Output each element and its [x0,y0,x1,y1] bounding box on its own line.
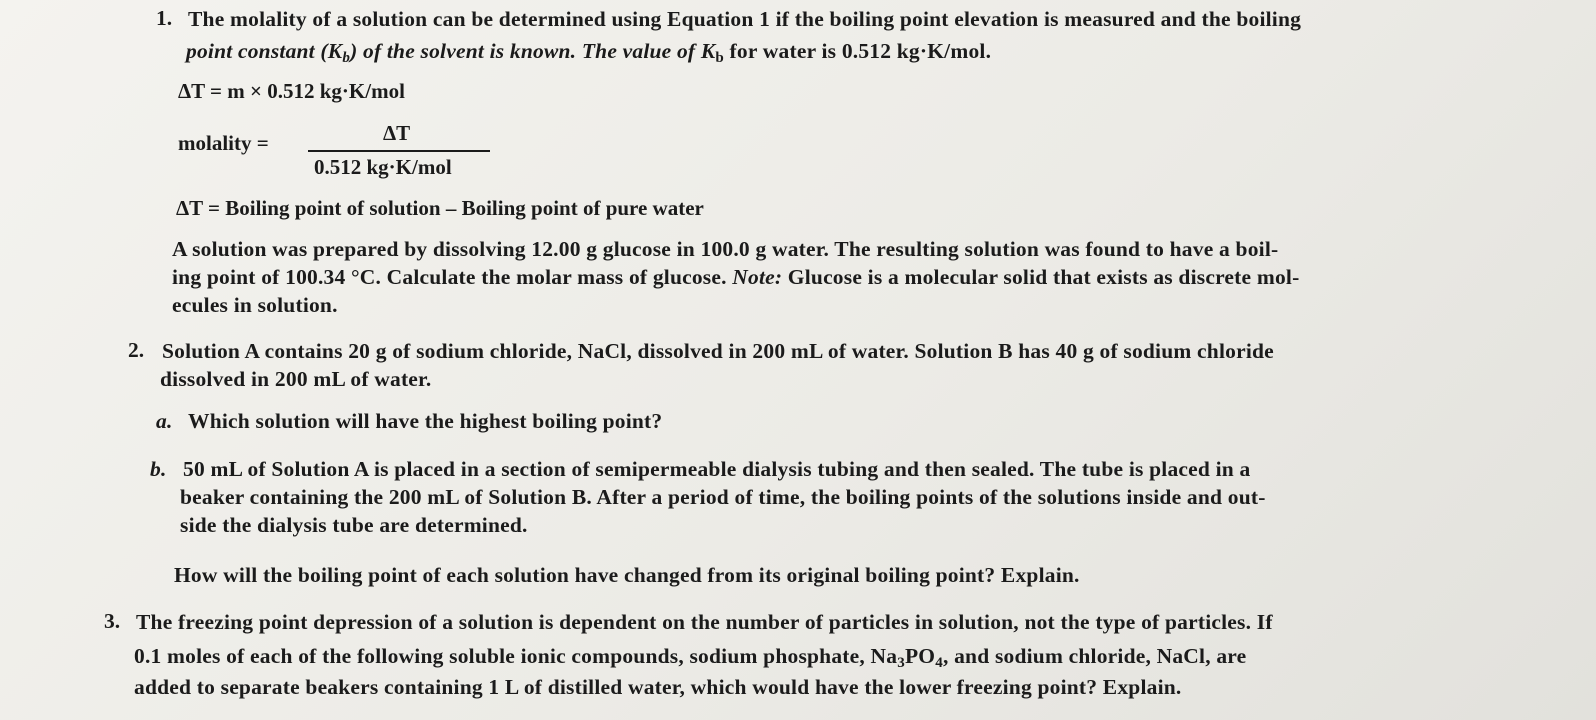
fraction-bar [308,150,490,152]
q1-line2-a: point constant (K [186,39,343,63]
po-subscript: 4 [935,654,943,671]
q1-line2 [186,38,991,71]
q2b-line1: 50 mL of Solution A is placed in a section of semipermeable dialysis tubing and then sealed. The tube is placed in a [183,457,1251,481]
q2b-label: b. [150,457,167,481]
equation-3: ΔT = Boiling point of solution – Boiling point of pure water [176,196,704,220]
equation-1: ΔT = m × 0.512 kg·K/mol [178,79,405,103]
q3-line1: The freezing point depression of a solution is dependent on the number of particles in solution, not the type of particles. If [136,610,1273,634]
q1-para-line1: A solution was prepared by dissolving 12.00 g glucose in 100.0 g water. The resulting solution was found to have a boil- [172,237,1279,261]
equation-2-label: molality = [178,131,269,155]
q2-line1: Solution A contains 20 g of sodium chloride, NaCl, dissolved in 200 mL of water. Solution B has 40 g of sodium chloride [162,339,1274,363]
note-label: Note: [732,265,783,289]
q2-line2: dissolved in 200 mL of water. [160,367,432,391]
q1-line1: The molality of a solution can be determined using Equation 1 if the boiling point elevation is measured and the boiling [188,7,1302,31]
q3-line3: added to separate beakers containing 1 L of distilled water, which would have the lower freezing point? Explain. [134,675,1182,699]
q2a-label: a. [156,409,173,433]
equation-2-denominator: 0.512 kg·K/mol [314,155,452,179]
q1-para-line2a: ing point of 100.34 °C. Calculate the molar mass of glucose. [172,265,733,289]
q3-number: 3. [104,609,121,633]
equation-2-numerator: ΔT [383,121,411,145]
q2b-question: How will the boiling point of each solution have changed from its original boiling point? Explain. [174,563,1080,587]
q2b-line3: side the dialysis tube are determined. [180,513,528,537]
kb-subscript: b [342,49,351,66]
q1-line2-c: for water is 0.512 kg·K/mol. [723,39,992,63]
q2b-line2: beaker containing the 200 mL of Solution B. After a period of time, the boiling points of the solutions inside and out- [180,485,1266,509]
q1-para-line2b: Glucose is a molecular solid that exists as discrete mol- [782,265,1300,289]
q3-line2: 0.1 moles of each of the following soluble ionic compounds, sodium phosphate, $Na_3PO_4$, and sodium chloride, NaCl, are [134,644,1247,671]
q2a-text: Which solution will have the highest boiling point? [188,409,663,433]
q1-number: 1. [156,6,173,30]
q1-para-line3: ecules in solution. [172,293,338,317]
q1-line2-b: ) of the solvent is known. The value of K [350,39,716,63]
q1-para-line2 [172,264,1299,290]
q2-number: 2. [128,338,145,362]
na-subscript: 3 [897,654,905,671]
kb-subscript-2: b [715,49,724,66]
